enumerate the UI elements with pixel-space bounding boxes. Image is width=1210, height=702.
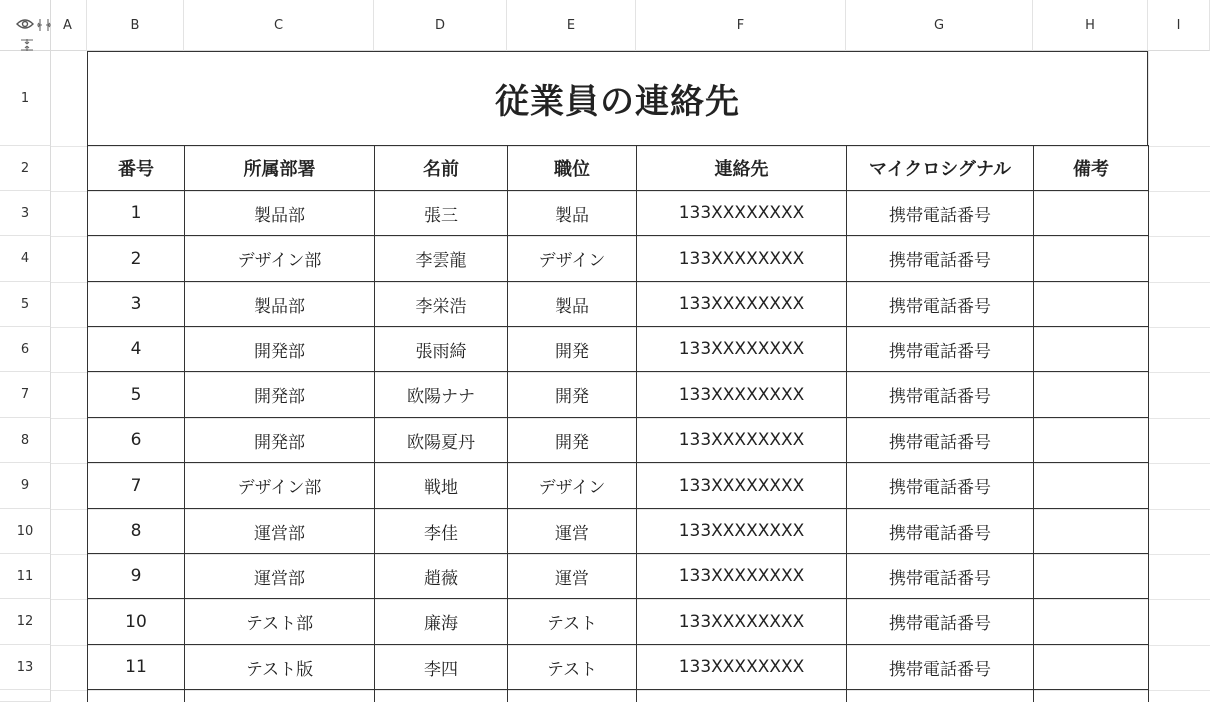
row-header-label: 10 xyxy=(16,523,34,539)
table-cell[interactable]: 6 xyxy=(88,418,185,463)
table-cell[interactable]: テスト xyxy=(508,645,637,690)
row-header-label: 13 xyxy=(16,659,34,675)
table-cell[interactable]: 張三 xyxy=(375,191,508,236)
table-cell[interactable]: 運営部 xyxy=(185,509,375,554)
row-header-label: 11 xyxy=(16,568,34,584)
row-header-label: 6 xyxy=(20,341,30,357)
contacts-table xyxy=(87,145,1149,702)
table-cell[interactable]: 携帯電話番号 xyxy=(847,236,1034,282)
table-cell[interactable]: 製品部 xyxy=(185,282,375,327)
table-cell[interactable]: 携帯電話番号 xyxy=(847,372,1034,418)
table-cell[interactable] xyxy=(1034,509,1149,554)
column-header-label: B xyxy=(130,17,140,33)
table-cell[interactable]: 133XXXXXXXX xyxy=(637,554,847,599)
header-cell[interactable]: 所属部署 xyxy=(185,146,375,191)
table-cell[interactable]: 携帯電話番号 xyxy=(847,645,1034,690)
table-cell[interactable]: 張雨綺 xyxy=(375,327,508,372)
table-cell[interactable] xyxy=(1034,645,1149,690)
column-header-label: G xyxy=(933,17,945,33)
table-cell[interactable]: 1 xyxy=(88,191,185,236)
table-cell[interactable]: 廉海 xyxy=(375,599,508,645)
table-cell[interactable]: 開発 xyxy=(508,327,637,372)
column-header-label: E xyxy=(566,17,576,33)
table-cell[interactable]: 3 xyxy=(88,282,185,327)
table-row xyxy=(88,463,1149,509)
table-cell[interactable]: 10 xyxy=(88,599,185,645)
table-cell[interactable] xyxy=(1034,191,1149,236)
table-cell[interactable]: 8 xyxy=(88,509,185,554)
table-cell[interactable] xyxy=(1034,599,1149,645)
table-cell[interactable]: テスト部 xyxy=(185,599,375,645)
table-row xyxy=(88,690,1149,702)
column-header-b[interactable] xyxy=(87,0,184,51)
table-row xyxy=(88,599,1149,645)
table-cell[interactable]: 李佳 xyxy=(375,509,508,554)
header-cell[interactable]: 番号 xyxy=(88,146,185,191)
row-header-10[interactable] xyxy=(0,509,51,554)
sheet-title-cell[interactable]: 従業員の連絡先 xyxy=(87,51,1148,146)
row-header-label: 3 xyxy=(20,205,30,221)
table-cell[interactable] xyxy=(1034,236,1149,282)
header-cell[interactable]: 職位 xyxy=(508,146,637,191)
column-header-label: I xyxy=(1176,17,1181,33)
table-row xyxy=(88,554,1149,599)
column-header-d[interactable] xyxy=(374,0,507,51)
table-row xyxy=(88,645,1149,690)
table-cell[interactable]: デザイン部 xyxy=(185,236,375,282)
header-cell[interactable]: 連絡先 xyxy=(637,146,847,191)
table-cell[interactable] xyxy=(637,690,847,702)
table-cell[interactable]: 李栄浩 xyxy=(375,282,508,327)
row-header-4[interactable] xyxy=(0,236,51,282)
table-cell[interactable]: 開発部 xyxy=(185,418,375,463)
eye-icon[interactable] xyxy=(16,18,34,30)
table-row xyxy=(88,327,1149,372)
column-header-f[interactable] xyxy=(636,0,846,51)
table-cell[interactable]: 133XXXXXXXX xyxy=(637,191,847,236)
table-cell[interactable]: 4 xyxy=(88,327,185,372)
table-cell[interactable]: 戦地 xyxy=(375,463,508,509)
table-cell[interactable]: 欧陽ナナ xyxy=(375,372,508,418)
table-cell[interactable]: 133XXXXXXXX xyxy=(637,509,847,554)
table-row xyxy=(88,372,1149,418)
table-cell[interactable]: 133XXXXXXXX xyxy=(637,645,847,690)
table-cell[interactable] xyxy=(88,690,185,702)
column-header-c[interactable] xyxy=(184,0,374,51)
table-cell[interactable]: 133XXXXXXXX xyxy=(637,372,847,418)
table-cell[interactable] xyxy=(1034,463,1149,509)
table-cell[interactable] xyxy=(375,690,508,702)
table-cell[interactable] xyxy=(1034,690,1149,702)
table-cell[interactable]: 133XXXXXXXX xyxy=(637,282,847,327)
column-header-e[interactable] xyxy=(507,0,636,51)
table-cell[interactable]: 5 xyxy=(88,372,185,418)
row-header-9[interactable] xyxy=(0,463,51,509)
row-header-label: 4 xyxy=(20,251,30,266)
column-header-label: D xyxy=(434,17,445,33)
row-header-11[interactable] xyxy=(0,554,51,599)
row-header-label: 8 xyxy=(20,432,30,448)
table-cell[interactable]: テスト xyxy=(508,599,637,645)
table-cell[interactable]: 11 xyxy=(88,645,185,690)
table-cell[interactable]: デザイン部 xyxy=(185,463,375,509)
row-header-1[interactable] xyxy=(0,51,51,146)
row-header-label: 9 xyxy=(20,478,30,493)
table-cell[interactable]: 携帯電話番号 xyxy=(847,191,1034,236)
table-cell[interactable]: 133XXXXXXXX xyxy=(637,463,847,509)
collapse-rows-icon[interactable] xyxy=(20,39,34,51)
row-header-label: 7 xyxy=(20,387,30,402)
table-cell[interactable]: 李雲龍 xyxy=(375,236,508,282)
select-all-corner[interactable] xyxy=(0,0,51,51)
table-cell[interactable]: デザイン xyxy=(508,463,637,509)
row-header-3[interactable] xyxy=(0,191,51,236)
table-header-row xyxy=(88,146,1149,191)
table-row xyxy=(88,282,1149,327)
table-cell[interactable]: 欧陽夏丹 xyxy=(375,418,508,463)
column-header-g[interactable] xyxy=(846,0,1033,51)
column-header-label: A xyxy=(63,17,72,33)
table-cell[interactable]: 開発 xyxy=(508,418,637,463)
row-header-label: 5 xyxy=(20,296,30,312)
table-cell[interactable]: 携帯電話番号 xyxy=(847,509,1034,554)
row-header-2[interactable] xyxy=(0,146,51,191)
collapse-columns-icon[interactable] xyxy=(37,18,51,32)
table-cell[interactable] xyxy=(847,690,1034,702)
header-cell[interactable]: 備考 xyxy=(1034,146,1149,191)
table-cell[interactable]: 李四 xyxy=(375,645,508,690)
table-cell[interactable]: 携帯電話番号 xyxy=(847,327,1034,372)
table-cell[interactable] xyxy=(1034,554,1149,599)
table-cell[interactable]: 開発部 xyxy=(185,372,375,418)
row-header-7[interactable] xyxy=(0,372,51,418)
table-cell[interactable] xyxy=(1034,372,1149,418)
row-header-label: 2 xyxy=(20,160,30,176)
column-header-a[interactable] xyxy=(51,0,87,51)
row-header-label: 12 xyxy=(16,614,34,629)
row-header-label: 1 xyxy=(20,90,30,106)
table-cell[interactable] xyxy=(185,690,375,702)
table-cell[interactable]: 携帯電話番号 xyxy=(847,463,1034,509)
table-cell[interactable]: 7 xyxy=(88,463,185,509)
table-row xyxy=(88,418,1149,463)
table-cell[interactable]: 運営部 xyxy=(185,554,375,599)
table-cell[interactable]: 運営 xyxy=(508,554,637,599)
table-row xyxy=(88,509,1149,554)
table-cell[interactable]: 133XXXXXXXX xyxy=(637,327,847,372)
column-header-label: F xyxy=(736,17,745,33)
table-cell[interactable]: 携帯電話番号 xyxy=(847,554,1034,599)
table-cell[interactable]: 携帯電話番号 xyxy=(847,599,1034,645)
table-cell[interactable]: 2 xyxy=(88,236,185,282)
table-cell[interactable]: 133XXXXXXXX xyxy=(637,599,847,645)
row-header-12[interactable] xyxy=(0,599,51,645)
column-header-i[interactable] xyxy=(1148,0,1210,51)
row-header-13[interactable] xyxy=(0,645,51,690)
header-cell[interactable]: 名前 xyxy=(375,146,508,191)
row-header-partial[interactable] xyxy=(0,690,51,702)
column-header-label: C xyxy=(273,17,284,33)
row-header-8[interactable] xyxy=(0,418,51,463)
table-cell[interactable]: 携帯電話番号 xyxy=(847,282,1034,327)
row-header-5[interactable] xyxy=(0,282,51,327)
table-cell[interactable]: 運営 xyxy=(508,509,637,554)
table-cell[interactable]: 133XXXXXXXX xyxy=(637,236,847,282)
table-cell[interactable] xyxy=(1034,327,1149,372)
table-cell[interactable]: デザイン xyxy=(508,236,637,282)
table-cell[interactable] xyxy=(1034,282,1149,327)
table-cell[interactable]: 製品 xyxy=(508,282,637,327)
row-header-6[interactable] xyxy=(0,327,51,372)
column-header-h[interactable] xyxy=(1033,0,1148,51)
table-cell[interactable]: テスト版 xyxy=(185,645,375,690)
column-header-label: H xyxy=(1085,17,1095,33)
table-cell[interactable]: 開発 xyxy=(508,372,637,418)
table-cell[interactable]: 製品 xyxy=(508,191,637,236)
table-cell[interactable]: 開発部 xyxy=(185,327,375,372)
table-row xyxy=(88,236,1149,282)
header-cell[interactable]: マイクロシグナル xyxy=(847,146,1034,191)
table-cell[interactable]: 携帯電話番号 xyxy=(847,418,1034,463)
table-cell[interactable]: 9 xyxy=(88,554,185,599)
table-cell[interactable]: 133XXXXXXXX xyxy=(637,418,847,463)
table-cell[interactable] xyxy=(508,690,637,702)
table-cell[interactable] xyxy=(1034,418,1149,463)
table-cell[interactable]: 趙薇 xyxy=(375,554,508,599)
table-row xyxy=(88,191,1149,236)
table-cell[interactable]: 製品部 xyxy=(185,191,375,236)
